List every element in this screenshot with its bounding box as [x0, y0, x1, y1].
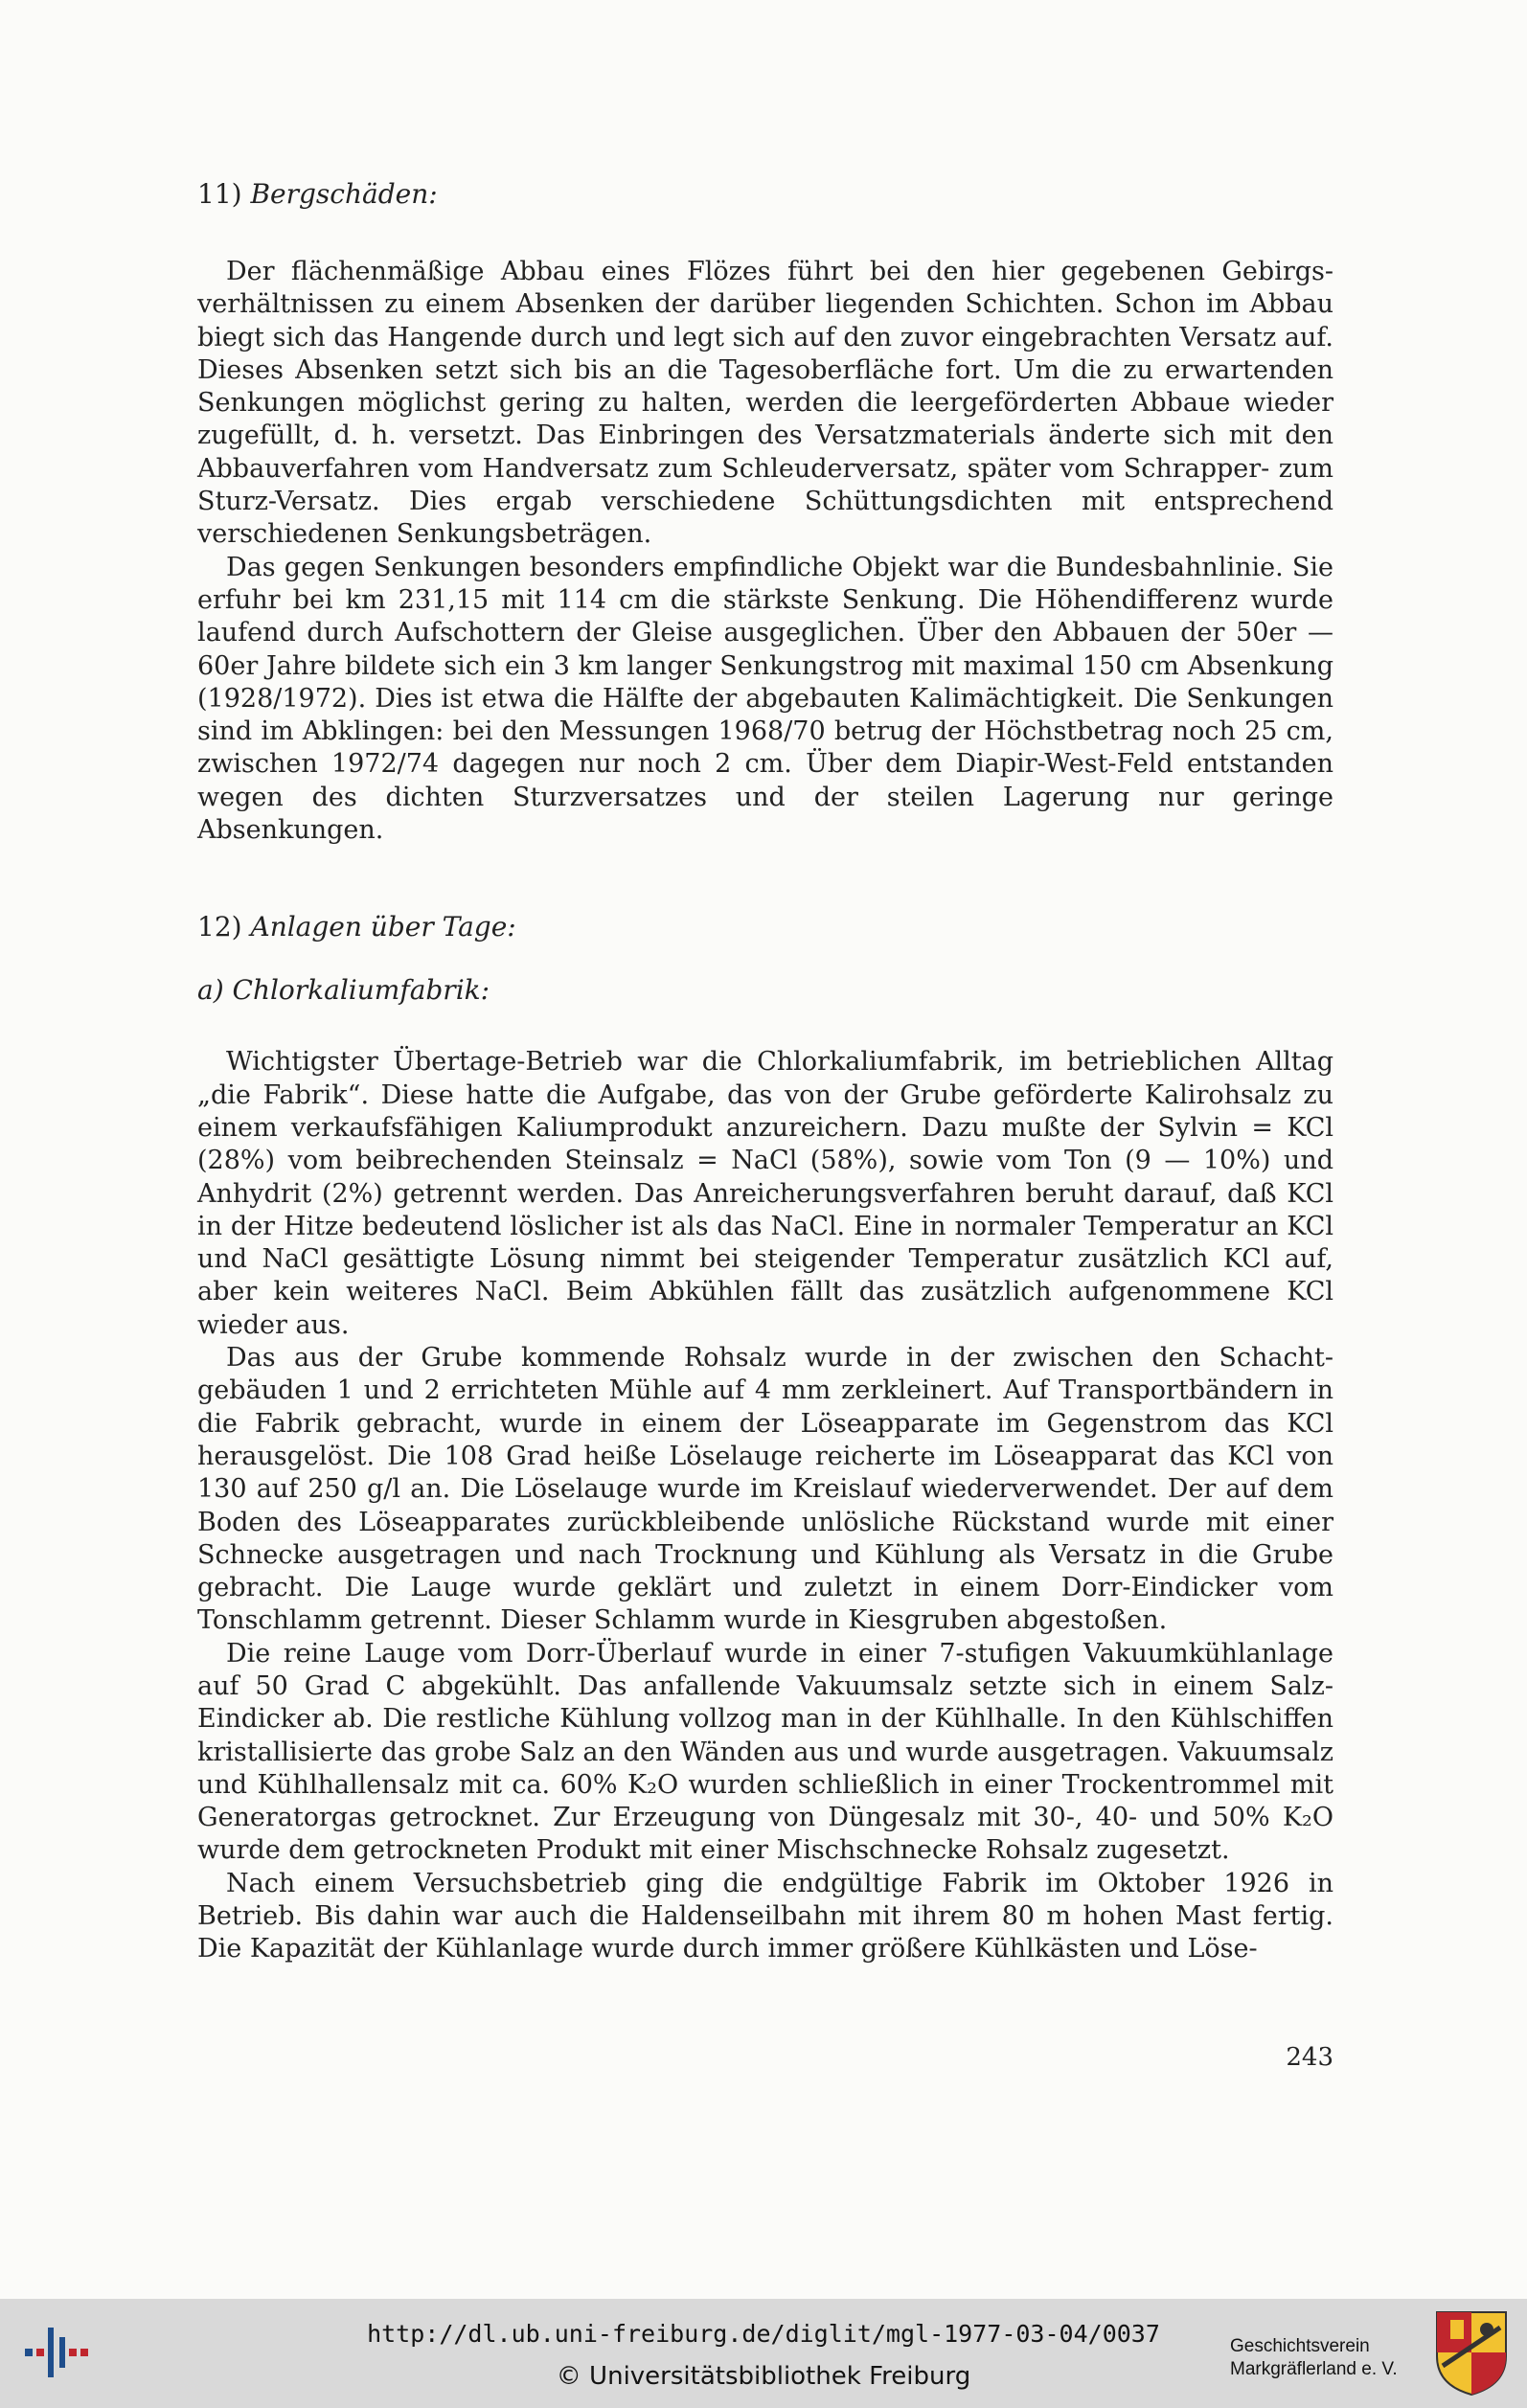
section-heading-12: [197, 910, 1333, 944]
paragraph: Die reine Lauge vom Dorr-Überlauf wurde in einer 7-stufigen Vakuumkühlanlage auf 50 Grad C abgekühlt. Das anfallende Vakuumsalz setzte sich in einem Salz-Eindicker ab. Die restliche Kühlung vollzog man in der Kühlhalle. In den Kühlschiffen kristallisierte das grobe Salz an den Wänden aus und wurde ausgetragen. Vakuumsalz und Kühlhallensalz mit ca. 60% K₂O wurden schließlich in einer Trockentrommel mit Generatorgas getrocknet. Zur Erzeugung von Düngesalz mit 30-, 40- und 50% K₂O wurde dem getrockneten Produkt mit einer Mischschnecke Rohsalz zugesetzt.: [197, 1638, 1333, 1866]
page-number: 243: [1286, 2043, 1333, 2072]
section-heading-11: [197, 177, 1333, 212]
section-number: 12): [197, 911, 242, 943]
section-title: Bergschäden:: [250, 178, 438, 210]
society-name-line2: Markgräflerland e. V.: [1230, 2359, 1398, 2379]
footer-copyright: © Universitätsbibliothek Freiburg: [556, 2362, 971, 2391]
paragraph: Der flächenmäßige Abbau eines Flözes führt bei den hier gegebenen Gebirgsverhältnissen zu einem Absenken der darüber liegenden Schichten. Schon im Abbau biegt sich das Hangende durch und legt sich auf den zuvor eingebrachten Versatz auf. Dieses Absenken setzt sich bis an die Tagesoberfläche fort. Um die zu erwartenden Senkungen möglichst gering zu halten, werden die leergeförderten Abbaue wieder zugefüllt, d. h. versetzt. Das Einbringen des Versatzmaterials änderte sich mit den Abbauverfahren vom Handversatz zum Schleuderversatz, später vom Schrapper- zum Sturz-Versatz. Dies ergab verschiedene Schüttungsdichten mit entsprechend verschiedenen Senkungsbeträgen.: [197, 257, 1333, 550]
society-name-line1: Geschichtsverein: [1230, 2336, 1370, 2356]
subsection-heading: a) Chlorkaliumfabrik:: [197, 974, 490, 1007]
society-name: [1230, 2335, 1412, 2381]
footer-url-link[interactable]: http://dl.ub.uni-freiburg.de/diglit/mgl-1977-03-04/0037: [367, 2320, 1160, 2348]
footer-bar: [0, 2299, 1527, 2408]
section-title: Anlagen über Tage:: [250, 911, 516, 943]
paragraph: Das aus der Grube kommende Rohsalz wurde in der zwischen den Schachtgebäuden 1 und 2 errichteten Mühle auf 4 mm zerkleinert. Auf Transportbändern in die Fabrik gebracht, wurde in einem der Löseapparate im Gegenstrom das KCl herausgelöst. Die 108 Grad heiße Löselauge reicherte im Löseapparat das KCl von 130 auf 250 g/l an. Die Löselauge wurde im Kreislauf wiederverwendet. Der auf dem Boden des Löseapparates zurückbleibende unlösliche Rückstand wurde mit einer Schnecke ausgetragen und nach Trocknung und Kühlung als Versatz in die Grube gebracht. Die Lauge wurde geklärt und zuletzt in einem Dorr-Eindicker vom Tonschlamm getrennt. Dieser Schlamm wurde in Kiesgruben abgestoßen.: [197, 1343, 1333, 1636]
section-number: 11): [197, 178, 242, 210]
paragraph: Das gegen Senkungen besonders empfindliche Objekt war die Bundesbahnlinie. Sie erfuhr bei km 231,15 mit 114 cm die stärkste Senkung. Die Höhendifferenz wurde laufend durch Aufschottern der Gleise ausgeglichen. Über den Abbauen der 50er — 60er Jahre bildete sich ein 3 km langer Senkungstrog mit maximal 150 cm Absenkung (1928/1972). Dies ist etwa die Hälfte der abgebauten Kalimächtigkeit. Die Senkungen sind im Abklingen: bei den Messungen 1968/70 betrug der Höchstbetrag noch 25 cm, zwischen 1972/74 dagegen nur noch 2 cm. Über dem Diapir-West-Feld entstanden wegen des dichten Sturzversatzes und der steilen Lagerung nur geringe Absenkungen.: [197, 552, 1333, 846]
paragraph: Wichtigster Übertage-Betrieb war die Chlorkaliumfabrik, im betrieblichen Alltag „die Fabrik“. Diese hatte die Aufgabe, das von der Grube geförderte Kalirohsalz zu einem verkaufsfähigen Kaliumprodukt anzureichern. Dazu mußte der Sylvin = KCl (28%) vom beibrechenden Steinsalz = NaCl (58%), sowie vom Ton (9 — 10%) und Anhydrit (2%) getrennt werden. Das Anreicherungsverfahren beruht darauf, daß KCl in der Hitze bedeutend löslicher ist als das NaCl. Eine in normaler Temperatur an KCl und NaCl gesättigte Lösung nimmt bei steigender Temperatur zusätzlich KCl auf, aber kein weiteres NaCl. Beim Abkühlen fällt das zusätzlich aufgenommene KCl wieder aus.: [197, 1047, 1333, 1340]
coat-of-arms-icon: [1433, 2308, 1510, 2397]
paragraph: Nach einem Versuchsbetrieb ging die endgültige Fabrik im Oktober 1926 in Betrieb. Bis dahin war auch die Haldenseilbahn mit ihrem 80 m hohen Mast fertig. Die Kapazität der Kühlanlage wurde durch immer größere Kühlkästen und Löse-: [197, 1868, 1333, 1965]
page-content: [197, 177, 1333, 2072]
